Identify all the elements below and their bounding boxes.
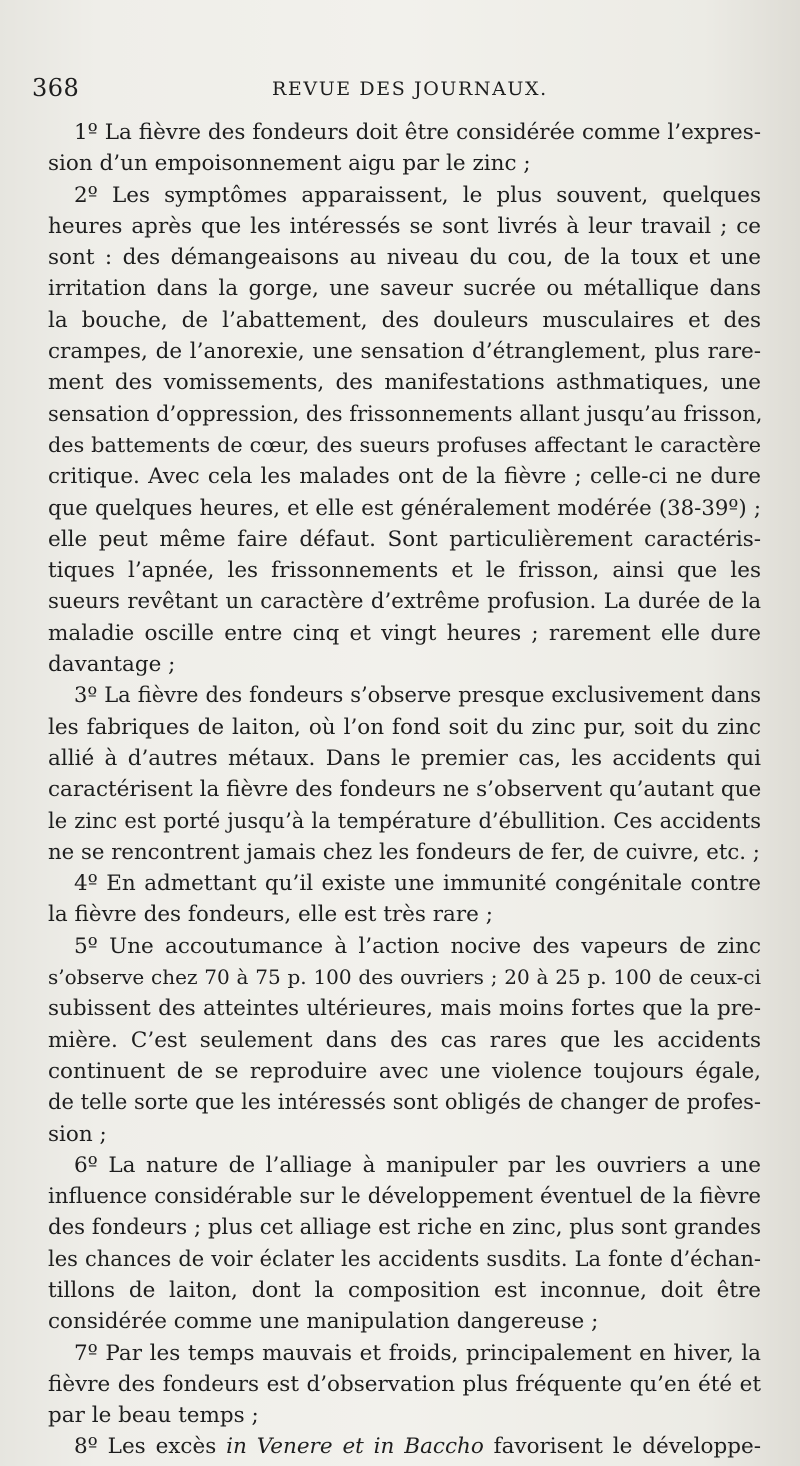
text-line: 5º Une accoutumance à l’action nocive des vapeurs de zinc bbox=[74, 933, 761, 959]
page-header bbox=[32, 74, 762, 108]
text-line: 3º La fièvre des fondeurs s’observe presque exclusivement dans bbox=[74, 683, 761, 708]
text-line: heures après que les intéressés se sont livrés à leur travail ; ce bbox=[48, 213, 761, 239]
text-line: maladie oscille entre cinq et vingt heures ; rarement elle dure bbox=[48, 620, 761, 646]
text-line: tiques l’apnée, les frissonnements et le frisson, ainsi que les bbox=[48, 558, 761, 584]
text-line: critique. Avec cela les malades ont de la fièvre ; celle-ci ne dure bbox=[48, 464, 761, 490]
text-line: le zinc est porté jusqu’à la température d’ébullition. Ces accidents bbox=[48, 808, 761, 833]
page-number: 368 bbox=[32, 74, 80, 102]
text-line: mière. C’est seulement dans des cas rares que les accidents bbox=[48, 1027, 761, 1053]
text-line: influence considérable sur le développement éventuel de la fièvre bbox=[48, 1184, 761, 1210]
text-line: des fondeurs ; plus cet alliage est riche en zinc, plus sont grandes bbox=[48, 1215, 761, 1241]
final-line-end: favorisent le développe- bbox=[483, 1434, 761, 1460]
text-line: irritation dans la gorge, une saveur sucrée ou métallique dans bbox=[48, 276, 761, 302]
final-line-start: 8º Les excès bbox=[74, 1434, 227, 1460]
latin-phrase: in Venere et in Baccho bbox=[226, 1434, 484, 1460]
running-title: REVUE DES JOURNAUX. bbox=[272, 78, 548, 100]
text-line: ment des vomissements, des manifestations asthmatiques, une bbox=[48, 370, 761, 396]
text-line: sueurs revêtant un caractère d’extrême profusion. La durée de la bbox=[48, 589, 761, 615]
text-line: les fabriques de laiton, où l’on fond soit du zinc pur, soit du zinc bbox=[48, 714, 761, 740]
text-line: allié à d’autres métaux. Dans le premier cas, les accidents qui bbox=[48, 745, 761, 771]
text-line: elle peut même faire défaut. Sont particulièrement caractéris- bbox=[48, 526, 761, 552]
text-line: les chances de voir éclater les accidents susdits. La fonte d’échan- bbox=[48, 1246, 761, 1271]
text-line: sion ; bbox=[48, 1121, 107, 1147]
text-line: considérée comme une manipulation dangereuse ; bbox=[48, 1309, 599, 1335]
text-line: de telle sorte que les intéressés sont obligés de changer de profes- bbox=[48, 1090, 761, 1115]
text-line: que quelques heures, et elle est généralement modérée (38-39º) ; bbox=[48, 495, 761, 521]
body-text bbox=[48, 117, 761, 1463]
text-line: davantage ; bbox=[48, 652, 176, 678]
text-line: des battements de cœur, des sueurs profuses affectant le caractère bbox=[48, 432, 761, 457]
text-line: subissent des atteintes ultérieures, mais moins fortes que la pre- bbox=[48, 996, 761, 1022]
text-line: fièvre des fondeurs est d’observation plus fréquente qu’en été et bbox=[48, 1371, 761, 1397]
text-line: 6º La nature de l’alliage à manipuler par les ouvriers a une bbox=[74, 1152, 761, 1178]
text-line: continuent de se reproduire avec une violence toujours égale, bbox=[48, 1058, 761, 1084]
text-line: s’observe chez 70 à 75 p. 100 des ouvriers ; 20 à 25 p. 100 de ceux-ci bbox=[48, 965, 761, 990]
text-line: crampes, de l’anorexie, une sensation d’étranglement, plus rare- bbox=[48, 339, 761, 365]
text-line: la fièvre des fondeurs, elle est très rare ; bbox=[48, 902, 493, 928]
text-line: caractérisent la fièvre des fondeurs ne s’observent qu’autant que bbox=[48, 777, 762, 803]
text-line: ne se rencontrent jamais chez les fondeurs de fer, de cuivre, etc. ; bbox=[48, 839, 760, 865]
text-line: 4º En admettant qu’il existe une immunité congénitale contre bbox=[74, 871, 761, 897]
text-line: sont : des démangeaisons au niveau du cou, de la toux et une bbox=[48, 245, 761, 271]
text-line-final bbox=[48, 1431, 761, 1462]
text-line: sion d’un empoisonnement aigu par le zinc ; bbox=[48, 151, 531, 177]
text-line: la bouche, de l’abattement, des douleurs musculaires et des bbox=[48, 307, 761, 333]
text-line: 7º Par les temps mauvais et froids, principalement en hiver, la bbox=[74, 1340, 761, 1366]
text-line: 1º La fièvre des fondeurs doit être considérée comme l’expres- bbox=[74, 120, 761, 145]
text-line: sensation d’oppression, des frissonnements allant jusqu’au frisson, bbox=[48, 401, 763, 426]
text-line: 2º Les symptômes apparaissent, le plus souvent, quelques bbox=[74, 182, 761, 208]
text-line: par le beau temps ; bbox=[48, 1403, 259, 1429]
text-line: tillons de laiton, dont la composition est inconnue, doit être bbox=[48, 1277, 761, 1303]
